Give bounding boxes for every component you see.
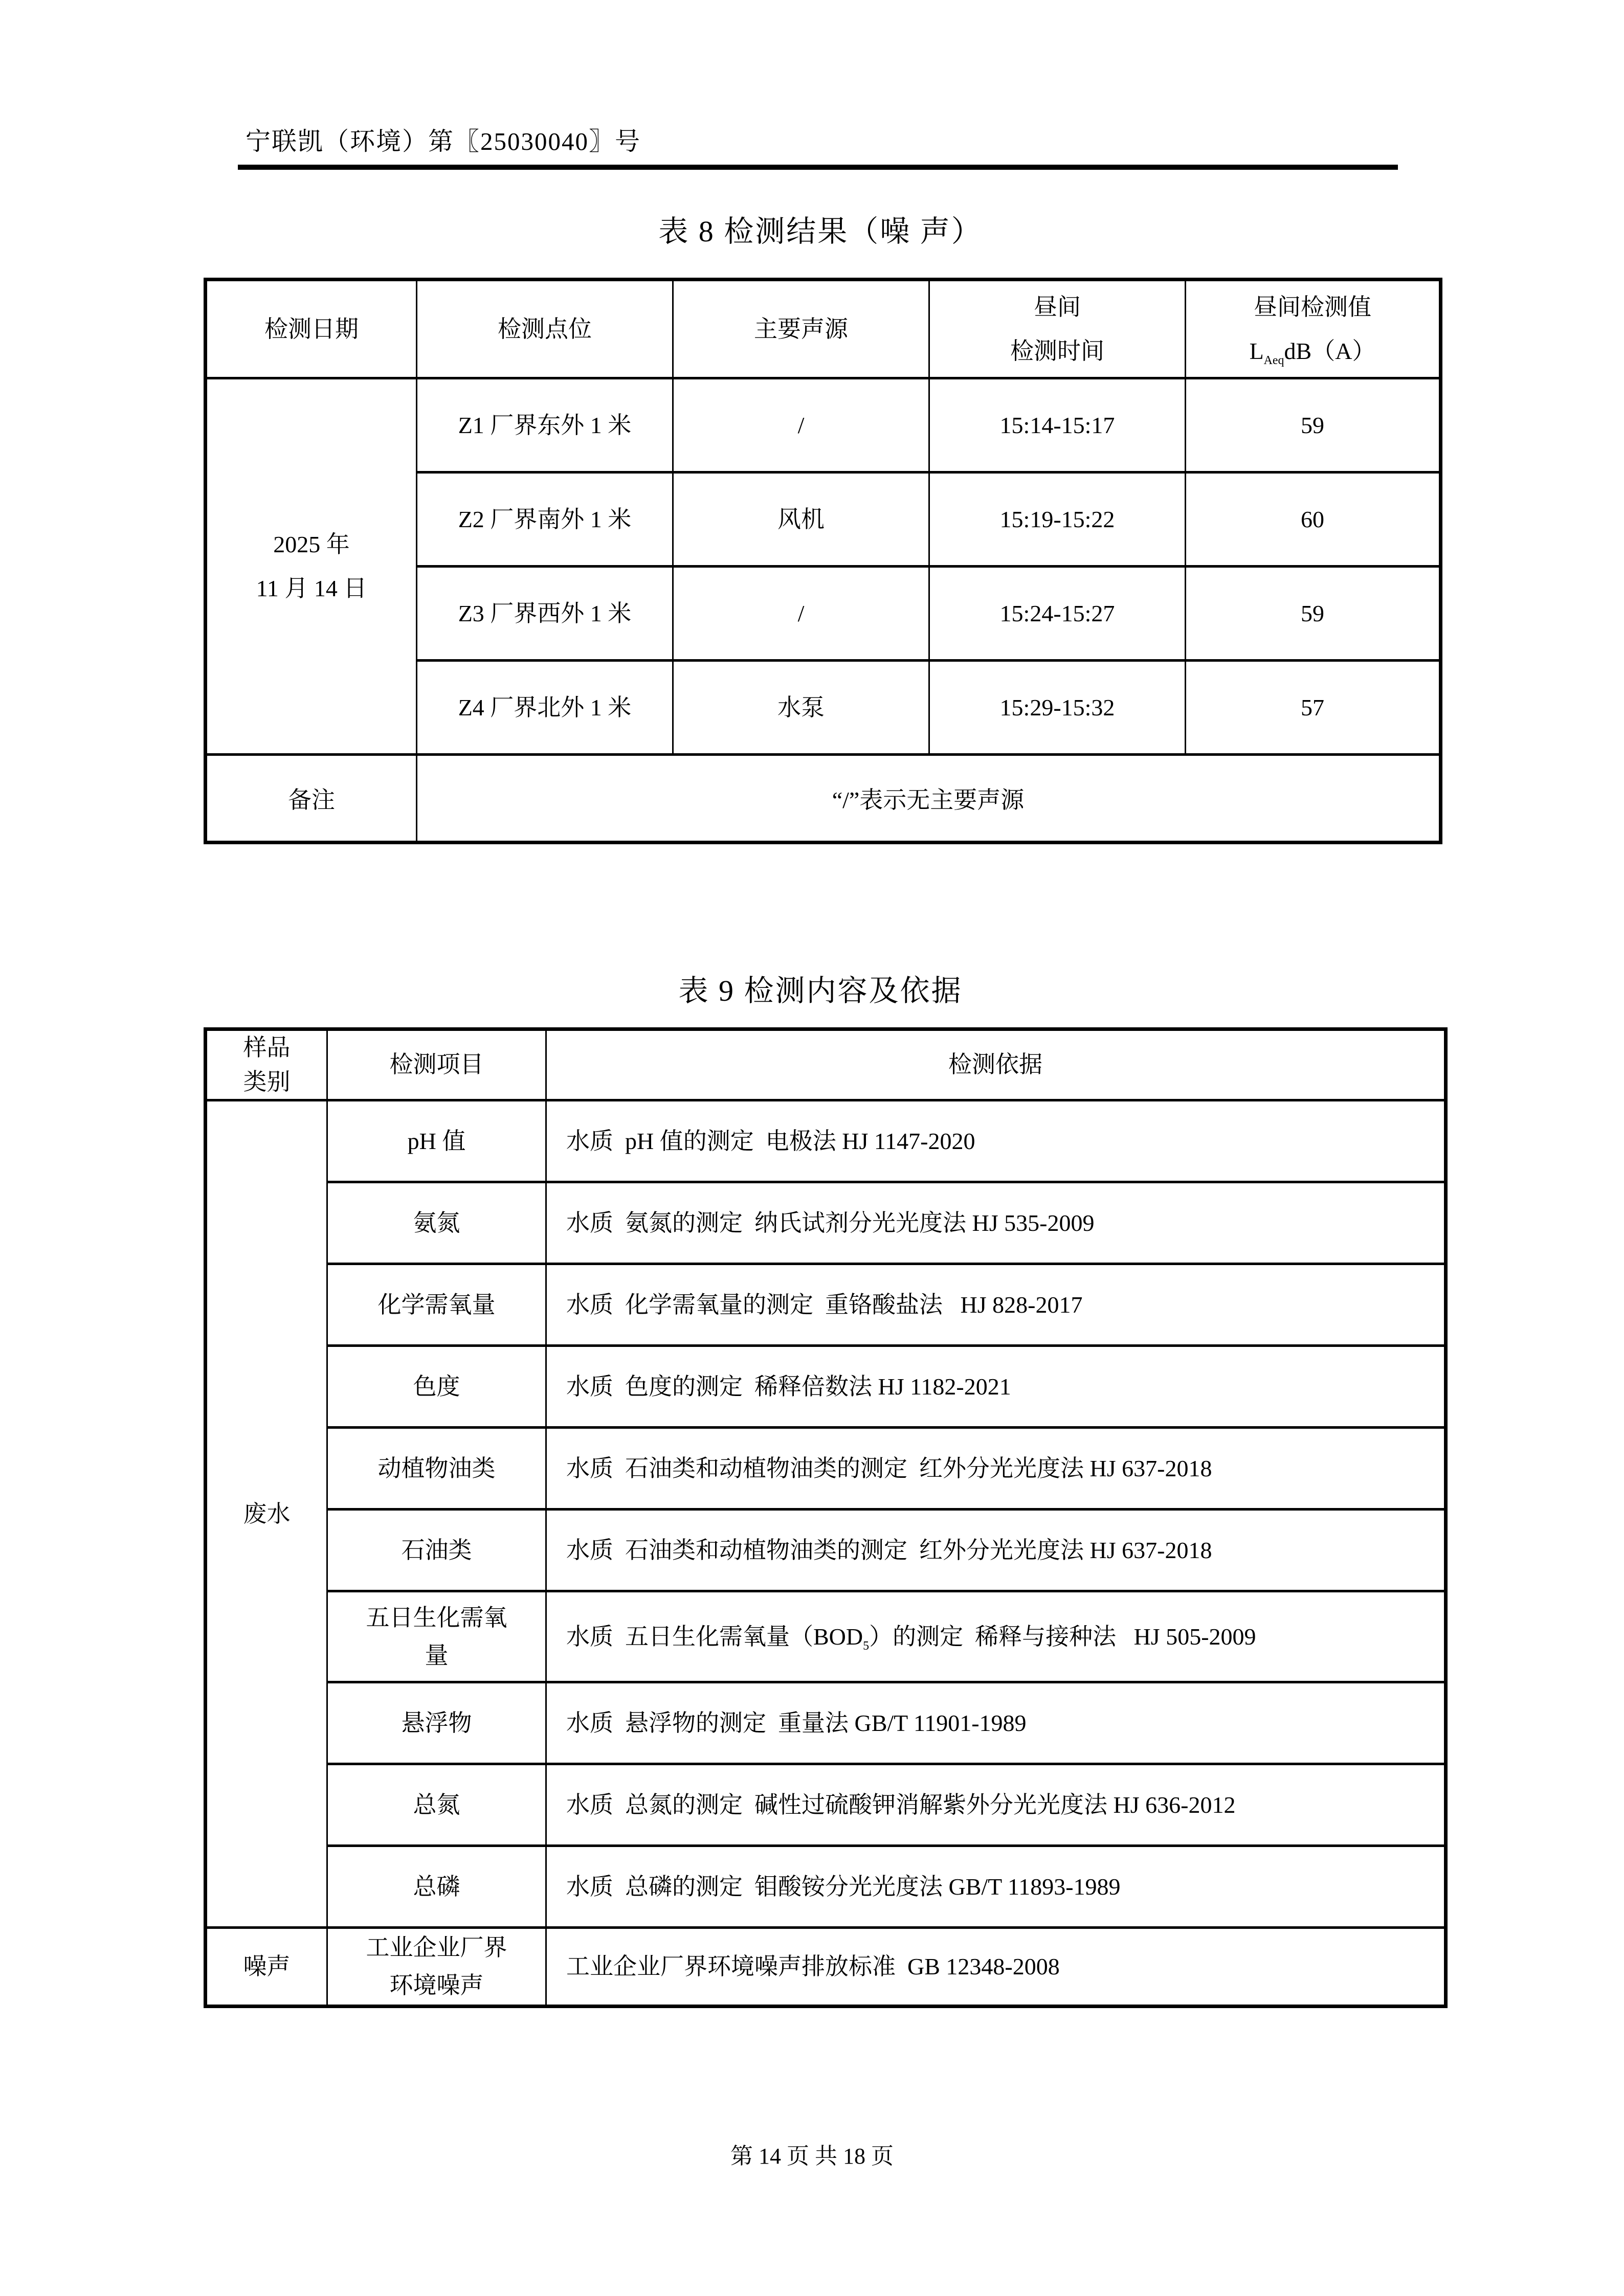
basis-cell: 水质 总氮的测定 碱性过硫酸钾消解紫外分光光度法 HJ 636-2012	[546, 1764, 1446, 1846]
table8-header-value	[1186, 280, 1441, 378]
header-divider	[238, 165, 1398, 170]
basis-cell: 水质 石油类和动植物油类的测定 红外分光光度法 HJ 637-2018	[546, 1428, 1446, 1510]
table8-date-cell	[206, 378, 417, 755]
value-cell: 59	[1186, 378, 1441, 472]
laeq-unit: dB（A）	[1284, 337, 1376, 364]
point-cell: Z3 厂界西外 1 米	[417, 567, 673, 661]
table-row	[206, 1846, 1446, 1928]
table8-header-point: 检测点位	[417, 280, 673, 378]
basis-cell: 水质 化学需氧量的测定 重铬酸盐法 HJ 828-2017	[546, 1264, 1446, 1346]
table-row	[206, 1100, 1446, 1182]
category-noise-cell: 噪声	[206, 1928, 327, 2006]
laeq-subscript: Aeq	[1263, 353, 1284, 367]
basis-cell	[546, 1591, 1446, 1682]
time-cell: 15:29-15:32	[929, 661, 1186, 755]
point-cell: Z1 厂界东外 1 米	[417, 378, 673, 472]
point-cell: Z4 厂界北外 1 米	[417, 661, 673, 755]
source-cell: /	[673, 567, 929, 661]
basis-cell: 水质 氨氮的测定 纳氏试剂分光光度法 HJ 535-2009	[546, 1182, 1446, 1264]
table8-header-date: 检测日期	[206, 280, 417, 378]
basis-post: ）的测定 稀释与接种法 HJ 505-2009	[869, 1623, 1256, 1650]
laeq-symbol: L	[1249, 337, 1264, 364]
source-cell: /	[673, 378, 929, 472]
time-cell: 15:19-15:22	[929, 472, 1186, 567]
table9-content-basis	[204, 1027, 1448, 2008]
table-row	[206, 1346, 1446, 1428]
report-number-header: 宁联凯（环境）第〖25030040〗号	[246, 127, 641, 155]
category-wastewater-cell: 废水	[206, 1100, 327, 1928]
table9-header-basis: 检测依据	[546, 1029, 1446, 1100]
basis-cell: 水质 总磷的测定 钼酸铵分光光度法 GB/T 11893-1989	[546, 1846, 1446, 1928]
table8-header-row	[206, 280, 1441, 378]
table8-header-source: 主要声源	[673, 280, 929, 378]
value-cell: 60	[1186, 472, 1441, 567]
category-line2: 类别	[243, 1068, 291, 1095]
item-cell: 悬浮物	[327, 1682, 546, 1764]
table8-header-value-line1: 昼间检测值	[1254, 294, 1371, 321]
item-cell: pH 值	[327, 1100, 546, 1182]
table-row	[206, 1682, 1446, 1764]
time-cell: 15:24-15:27	[929, 567, 1186, 661]
basis-cell: 水质 悬浮物的测定 重量法 GB/T 11901-1989	[546, 1682, 1446, 1764]
table-row	[206, 1764, 1446, 1846]
item-cell: 石油类	[327, 1510, 546, 1591]
basis-cell: 水质 pH 值的测定 电极法 HJ 1147-2020	[546, 1100, 1446, 1182]
item-cell: 总氮	[327, 1764, 546, 1846]
basis-cell: 水质 色度的测定 稀释倍数法 HJ 1182-2021	[546, 1346, 1446, 1428]
item-cell: 五日生化需氧量	[327, 1591, 546, 1682]
table8-header-time-line2: 检测时间	[1010, 337, 1104, 364]
item-cell: 氨氮	[327, 1182, 546, 1264]
time-cell: 15:14-15:17	[929, 378, 1186, 472]
remark-label-cell: 备注	[206, 755, 417, 843]
table8-header-time	[929, 280, 1186, 378]
table-row	[206, 1182, 1446, 1264]
item-cell: 色度	[327, 1346, 546, 1428]
table-row	[206, 1264, 1446, 1346]
item-cell: 工业企业厂界环境噪声	[327, 1928, 546, 2006]
remark-text-cell: “/”表示无主要声源	[417, 755, 1441, 843]
date-year: 2025 年	[273, 531, 350, 558]
value-cell: 59	[1186, 567, 1441, 661]
table8-header-time-line1: 昼间	[1034, 294, 1081, 321]
item-cell: 动植物油类	[327, 1428, 546, 1510]
source-cell: 风机	[673, 472, 929, 567]
basis-cell: 水质 石油类和动植物油类的测定 红外分光光度法 HJ 637-2018	[546, 1510, 1446, 1591]
table-row	[206, 1510, 1446, 1591]
table-row	[206, 1428, 1446, 1510]
item-cell: 化学需氧量	[327, 1264, 546, 1346]
value-cell: 57	[1186, 661, 1441, 755]
item-cell: 总磷	[327, 1846, 546, 1928]
point-cell: Z2 厂界南外 1 米	[417, 472, 673, 567]
table9-title: 表 9 检测内容及依据	[678, 974, 963, 1007]
category-line1: 样品	[243, 1034, 291, 1061]
table9-header-row	[206, 1029, 1446, 1100]
table-row	[206, 1591, 1446, 1682]
table8-remark-row	[206, 755, 1441, 843]
date-monthday: 11 月 14 日	[256, 575, 367, 601]
bod-subscript: 5	[863, 1639, 870, 1653]
source-cell: 水泵	[673, 661, 929, 755]
table8-title: 表 8 检测结果（噪 声）	[658, 215, 983, 248]
table-row	[206, 378, 1441, 472]
table9-noise-row	[206, 1928, 1446, 2006]
table9-header-category	[206, 1029, 327, 1100]
basis-pre: 水质 五日生化需氧量（BOD	[566, 1623, 863, 1650]
table8-noise-results	[204, 278, 1442, 844]
table9-header-item: 检测项目	[327, 1029, 546, 1100]
basis-cell: 工业企业厂界环境噪声排放标准 GB 12348-2008	[546, 1928, 1446, 2006]
page-number: 第 14 页 共 18 页	[730, 2144, 894, 2169]
